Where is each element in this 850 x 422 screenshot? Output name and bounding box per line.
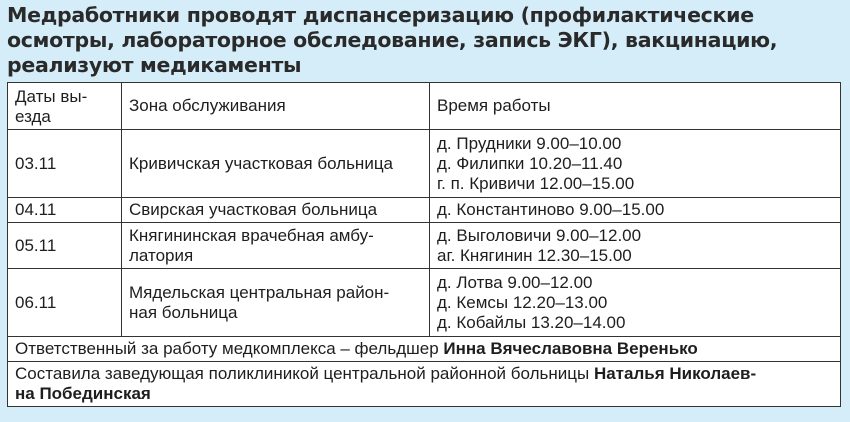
time-line: д. Лотва 9.00–12.00 (437, 272, 593, 292)
zone-line: Свирская участковая больница (129, 200, 378, 219)
responsible-cell (8, 337, 841, 362)
time-cell (430, 223, 841, 269)
compiled-cell (8, 362, 841, 407)
date-cell: 04.11 (8, 198, 122, 223)
time-line: аг. Княгинин 12.30–15.00 (437, 245, 632, 265)
time-line: г. п. Кривичи 12.00–15.00 (437, 173, 635, 193)
time-line: д. Выголовичи 9.00–12.00 (437, 225, 642, 245)
zone-cell (122, 269, 430, 337)
table-row (8, 130, 841, 198)
time-cell (430, 130, 841, 198)
time-line: д. Кобайлы 13.20–14.00 (437, 312, 626, 332)
zone-line: Княгининская врачебная амбу- (129, 225, 374, 245)
compiled-row (8, 362, 841, 407)
zone-line: Кривичская участковая больница (129, 153, 394, 173)
time-line: д. Кемсы 12.20–13.00 (437, 292, 608, 312)
compiled-prefix: Составила заведующая поликлиникой центральной районной больницы (15, 364, 594, 383)
time-line: д. Филипки 10.20–11.40 (437, 153, 623, 173)
zone-cell (122, 130, 430, 198)
header-zone (122, 83, 430, 130)
header-zone-label: Зона обслуживания (129, 96, 286, 115)
date-cell: 05.11 (8, 223, 122, 269)
compiled-name: на Побединская (15, 384, 151, 403)
table-header-row (8, 83, 841, 130)
date-cell: 06.11 (8, 269, 122, 337)
compiled-name: Наталья Николаев- (593, 364, 757, 383)
table-row (8, 198, 841, 223)
table-row (8, 269, 841, 337)
responsible-name: Инна Вячеславовна Веренько (443, 339, 698, 358)
zone-line: Мядельская центральная район- (129, 282, 390, 302)
header-dates-line: езда (15, 106, 51, 126)
page-title: Медработники проводят диспансеризацию (профилактические осмотры, лабораторное обследование, запись ЭКГ), вакцинацию, реализуют медикаменты (7, 3, 778, 77)
zone-line: латория (129, 245, 194, 265)
zone-cell (122, 223, 430, 269)
time-cell (430, 198, 841, 223)
schedule-table (7, 82, 841, 407)
zone-cell (122, 198, 430, 223)
header-time (430, 83, 841, 130)
time-cell (430, 269, 841, 337)
responsible-prefix: Ответственный за работу медкомплекса – фельдшер (15, 339, 444, 358)
header-dates (8, 83, 122, 130)
zone-line: ная больница (129, 302, 238, 322)
table-row (8, 223, 841, 269)
time-line: д. Константиново 9.00–15.00 (437, 200, 665, 219)
header-time-label: Время работы (437, 96, 551, 115)
responsible-row (8, 337, 841, 362)
time-line: д. Прудники 9.00–10.00 (437, 133, 622, 153)
date-cell: 03.11 (8, 130, 122, 198)
header-dates-line: Даты вы- (15, 86, 88, 106)
